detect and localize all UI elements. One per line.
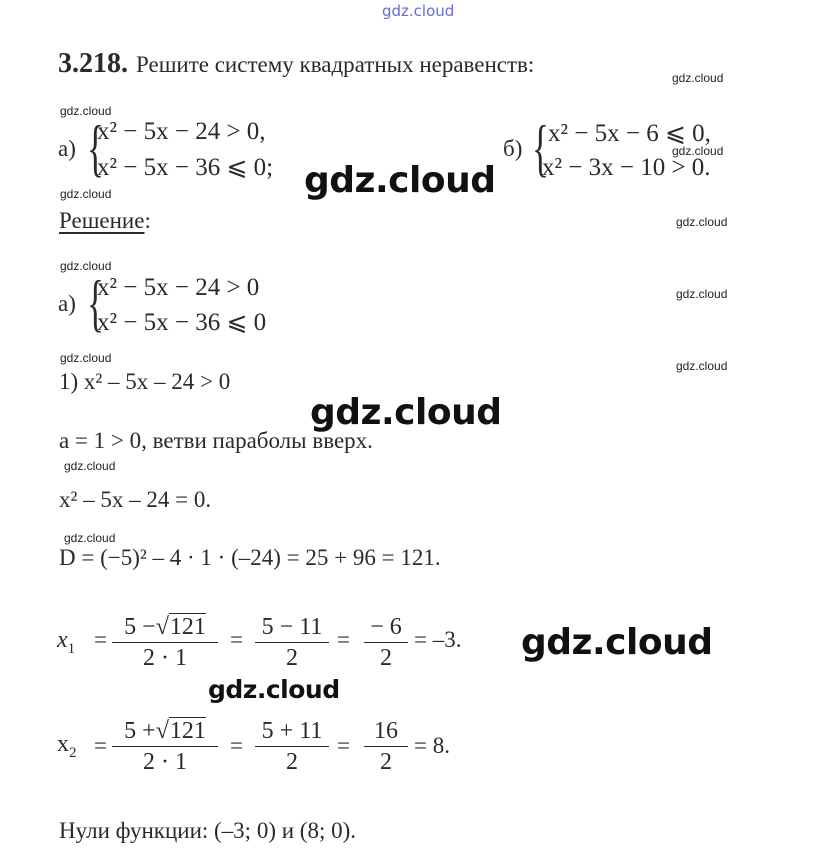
watermark-top: gdz.cloud <box>382 2 455 20</box>
watermark-small: gdz.cloud <box>676 359 728 373</box>
part-a-line2: x² − 5x − 36 ⩽ 0; <box>97 154 274 181</box>
watermark-small: gdz.cloud <box>676 215 728 229</box>
equals-sign: = <box>230 733 243 758</box>
watermark-big: gdz.cloud <box>521 622 713 663</box>
watermark-small: gdz.cloud <box>64 531 116 545</box>
solution-a-line2: x² − 5x − 36 ⩽ 0 <box>97 309 267 336</box>
x2-fraction-1: $\frac{5 +√121}{2 \cdot 1}$ <box>112 716 218 777</box>
watermark-big: gdz.cloud <box>304 160 496 201</box>
x1-fraction-3: $\frac{- 6}{2}$ <box>364 612 408 673</box>
x2-variable: $x_2$ <box>57 731 77 761</box>
a-coefficient-line: a = 1 > 0, ветви параболы вверх. <box>59 428 373 453</box>
brace-icon: { <box>87 267 104 338</box>
equals-sign: = <box>94 733 107 758</box>
watermark-small: gdz.cloud <box>672 144 724 158</box>
part-a-line1: x² − 5x − 24 > 0, <box>97 118 266 145</box>
watermark-small: gdz.cloud <box>672 71 724 85</box>
task-number: 3.218. <box>58 48 128 79</box>
equals-sign: = <box>94 627 107 652</box>
watermark-big: gdz.cloud <box>208 675 340 704</box>
part-b-line1: x² − 5x − 6 ⩽ 0, <box>548 120 711 147</box>
equals-sign: = <box>337 627 350 652</box>
watermark-small: gdz.cloud <box>60 351 112 365</box>
watermark-small: gdz.cloud <box>60 104 112 118</box>
x1-fraction-2: $\frac{5 - 11}{2}$ <box>255 612 329 673</box>
solution-heading-text: Решение <box>59 208 145 233</box>
x1-fraction-1: $\frac{5 -√121}{2 \cdot 1}$ <box>112 612 218 673</box>
watermark-small: gdz.cloud <box>64 459 116 473</box>
x2-fraction-2: $\frac{5 + 11}{2}$ <box>255 716 329 777</box>
solution-a-label: а) <box>58 291 76 316</box>
equals-sign: = <box>230 627 243 652</box>
task-header <box>58 48 534 80</box>
function-zeros: Нули функции: (–3; 0) и (8; 0). <box>59 818 356 843</box>
step-1: 1) x² – 5x – 24 > 0 <box>59 369 231 394</box>
part-a-label: а) <box>58 136 76 161</box>
equals-sign: = <box>337 733 350 758</box>
x2-fraction-3: $\frac{16}{2}$ <box>364 716 408 777</box>
watermark-small: gdz.cloud <box>60 187 112 201</box>
discriminant-line: D = (−5)² – 4 · 1 · (–24) = 25 + 96 = 121. <box>59 545 441 570</box>
watermark-big: gdz.cloud <box>310 392 502 433</box>
part-b-label: б) <box>503 136 523 161</box>
brace-icon: { <box>87 112 104 183</box>
quadratic-equation: x² – 5x – 24 = 0. <box>59 487 212 512</box>
solution-heading <box>59 208 151 234</box>
task-text: Решите систему квадратных неравенств: <box>136 52 535 77</box>
x1-result: = –3. <box>414 627 462 652</box>
part-b-line2: x² − 3x − 10 > 0. <box>542 154 711 181</box>
solution-a-line1: x² − 5x − 24 > 0 <box>97 274 260 301</box>
brace-icon: { <box>532 112 549 183</box>
solution-heading-colon: : <box>144 208 151 233</box>
watermark-small: gdz.cloud <box>676 287 728 301</box>
x1-variable: $x_1$ <box>57 627 76 657</box>
watermark-small: gdz.cloud <box>60 259 112 273</box>
x2-result: = 8. <box>414 733 450 758</box>
